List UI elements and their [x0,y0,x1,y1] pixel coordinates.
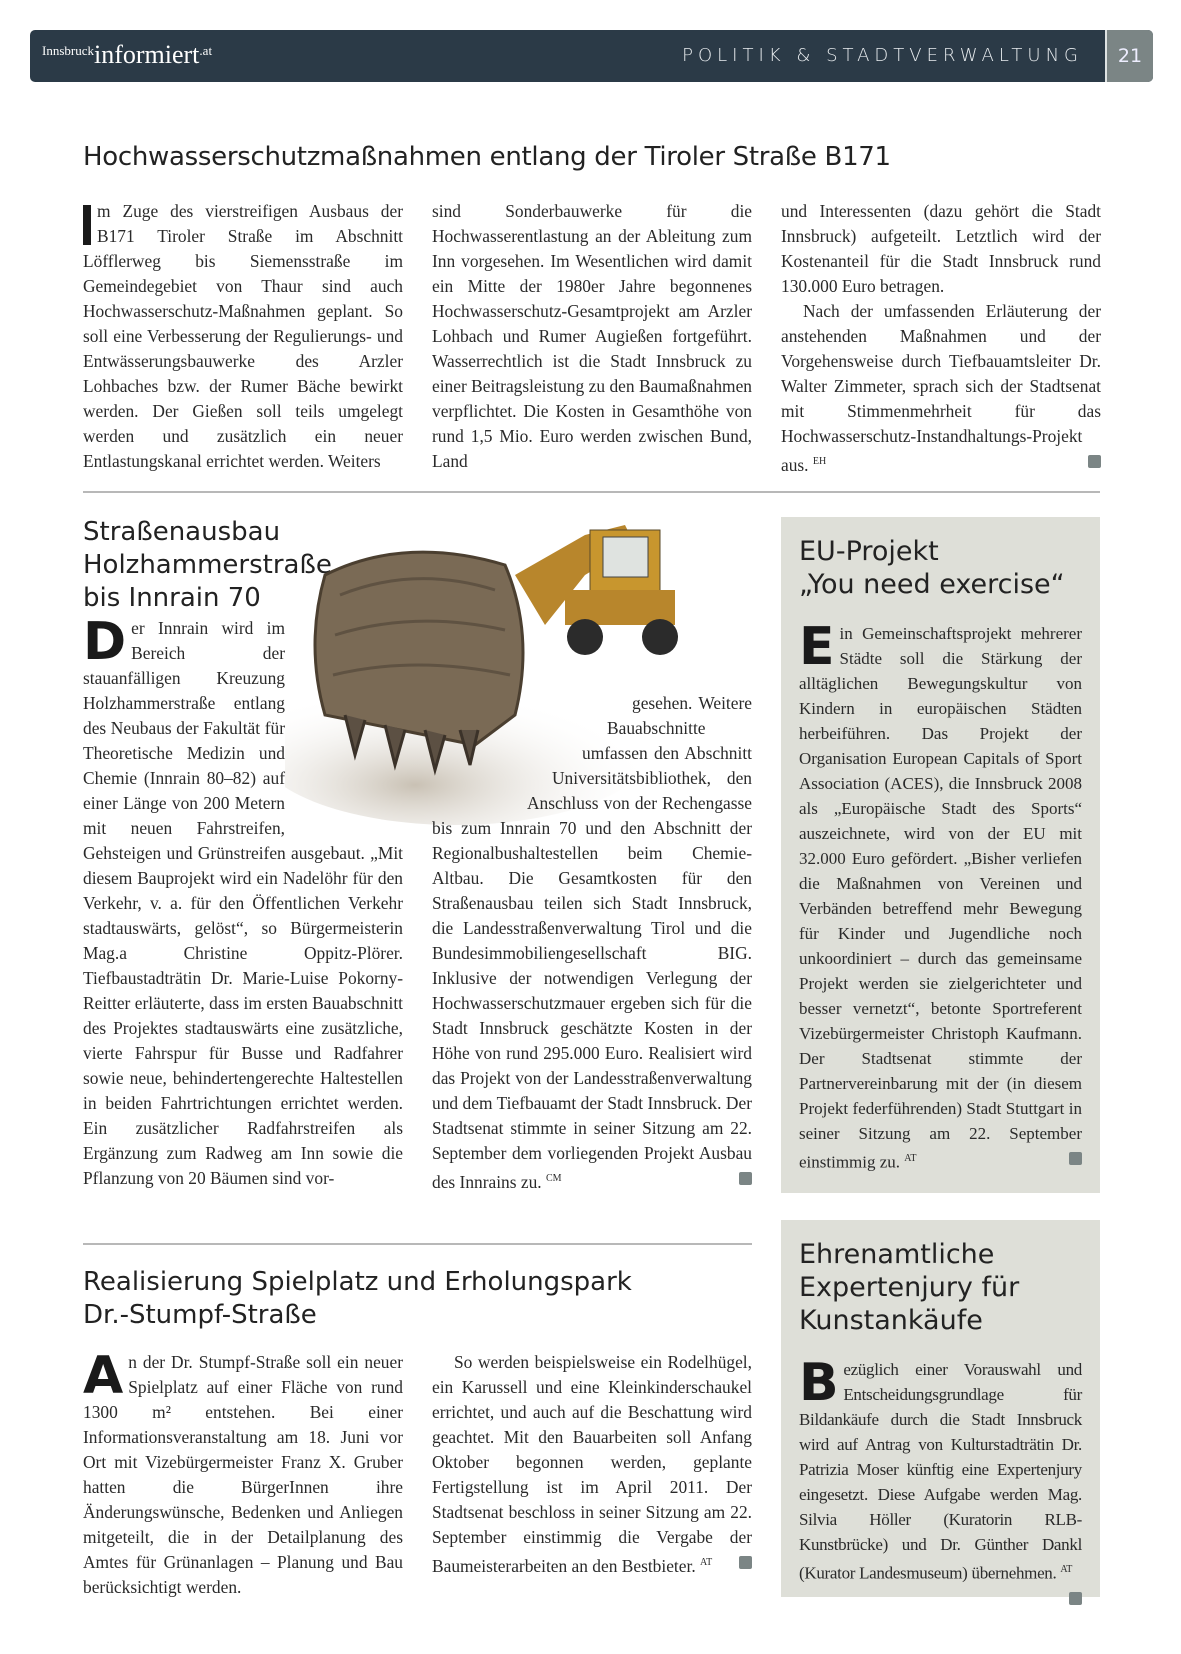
drop-cap: B [799,1353,839,1413]
title-line: „You need exercise“ [799,569,1065,600]
logo [42,40,212,70]
author-tag: AT [1060,1564,1073,1575]
end-mark-icon [1069,1152,1082,1165]
sidebar2-title [799,1238,1082,1337]
sidebar1-body: in Gemeinschaftsprojekt mehrerer Städte soll die Stärkung der alltäglichen Bewegungskultur von Kindern in europäischen Städten herbeiführen. Das Projekt der Organisation European Capitals of Sport Association (ACES), die Innsbruck 2008 als „Europäische Stadt des Sports“ auszeichnete, wird von der EU mit 32.000 Euro gefördert. „Bisher verliefen die Maßnahmen von Vereinen und Verbänden betreffend mehr Bewegung für Kinder und Jugendliche noch unkoordiniert – durch das gemeinsame Projekt werden sie zielgerichteter und besser vernetzt“, betonte Sportreferent Vizebürgermeister Christoph Kaufmann. Der Stadtsenat stimmte der Partnervereinbarung mit der (in diesem Projekt federführenden) Stadt Stuttgart in seiner Sitzung am 22. September einstimmig zu. [799,624,1082,1172]
author-tag: CM [546,1173,562,1184]
end-mark-icon [739,1556,752,1569]
article1-text3a: und Interessenten (dazu gehört die Stadt Innsbruck) aufgeteilt. Letztlich wird der Kostenanteil für die Stadt Innsbruck rund 130.000 Euro betragen. [781,201,1101,296]
end-mark-icon [1088,455,1101,468]
author-tag: AT [700,1557,713,1568]
logo-suffix: .at [199,43,213,58]
title-line: Ehrenamtliche [799,1239,995,1270]
divider [83,1243,752,1245]
title-line: bis Innrain 70 [83,583,261,613]
title-line: Dr.-Stumpf-Straße [83,1300,317,1330]
drop-cap: A [83,1346,124,1406]
article2-col2 [432,691,752,1195]
image-wrap-space [432,716,607,741]
drop-cap: E [799,617,835,677]
article1-col2: sind Sonderbauwerke für die Hochwasserentlastung an der Ableitung zum Inn vorgesehen. Im Wesentlichen wird damit ein Mitte der 1980er Jahre begonnenes Hochwasserschutz-Gesamtprojekt am Arzler Lohbach und Rumer Augießen fortgeführt. Wasserrechtlich ist die Stadt Innsbruck zu einer Beitragsleistung zu den Baumaßnahmen verpflichtet. Die Kosten in Gesamthöhe von rund 1,5 Mio. Euro werden zwischen Bund, Land [432,201,752,471]
image-wrap-space [432,691,632,716]
end-mark-icon [739,1172,752,1185]
article1-title: Hochwasserschutzmaßnahmen entlang der Tiroler Straße B171 [83,142,891,172]
author-tag: EH [812,456,827,467]
title-line: EU-Projekt [799,536,939,567]
image-wrap-space [432,791,527,816]
article1-text3b [781,299,1101,478]
article1-text1: m Zuge des vierstreifigen Ausbaus der B171 Tiroler Straße im Abschnitt Löfflerweg bis Siemensstraße im Gemeindegebiet von Thaur sind auch Hochwasserschutz-Maßnahmen geplant. So soll eine Verbesserung der Regulierungs- und Entwässerungsbauwerke des Arzler Lohbaches bzw. der Rumer Bäche bewirkt werden. Der Gießen soll teils umgelegt werden und zusätzlich ein neuer Entlastungskanal errichtet werden. Weiters [83,201,403,471]
divider [83,491,1100,493]
author-tag: AT [904,1153,917,1164]
drop-cap: D [83,612,127,672]
title-line: Kunstankäufe [799,1305,983,1336]
image-wrap-space [432,741,582,766]
logo-main: informiert [94,40,200,69]
article3-text1: n der Dr. Stumpf-Straße soll ein neuer Spielplatz auf einer Fläche von rund 1300 m² entstehen. Bei einer Informationsveranstaltung am 18. Juni vor Ort mit Vizebürgermeister Franz X. Gruber hatten die BürgerInnen ihre Änderungswünsche, Bedenken und Anliegen mitgeteilt, die in der Detailplanung des Amtes für Grünanlagen – Planung und Bau berücksichtigt werden. [83,1352,403,1597]
drop-cap-i [83,205,91,245]
article3-title [83,1266,632,1332]
article3-col2 [432,1350,752,1579]
page-header [30,30,1153,82]
end-mark-icon [1069,1592,1082,1605]
title-line: Straßenausbau [83,517,281,547]
article1-text3b-body: Nach der umfassenden Erläuterung der anstehenden Maßnahmen und der Vorgehensweise durch Tiefbauamtsleiter Dr. Walter Zimmeter, sprach sich der Stadtsenat mit Stimmenmehrheit für das Hochwasserschutz-Instandhaltungs-Projekt aus. [781,301,1101,475]
page-number: 21 [1105,30,1153,82]
sidebar1-title [799,535,1082,601]
title-line: Expertenjury für [799,1272,1020,1303]
title-line: Holzhammerstraße [83,550,332,580]
article3-text2: So werden beispielsweise ein Rodelhügel, ein Karussell und eine Kleinkinderschaukel errichtet, und auch auf die Beschattung wird geachtet. Mit den Bauarbeiten soll Anfang Oktober begonnen werden, geplante Fertigstellung ist im April 2011. Der Stadtsenat beschloss in seiner Sitzung am 22. September einstimmig die Vergabe der Baumeisterarbeiten an den Bestbieter. [432,1352,752,1576]
sidebar2-text [799,1353,1082,1586]
sidebar-eu-project [781,517,1100,1193]
sidebar-expert-jury [781,1220,1100,1597]
sidebar1-text [799,617,1082,1175]
article2-text1: er Innrain wird im Bereich der stauanfälligen Kreuzung Holzhammerstraße entlang des Neubaus der Fakultät für Theoretische Medizin und Chemie (Innrain 80–82) auf einer Länge von 200 Metern mit neuen Fahrstreifen, Gehsteigen und Grünstreifen ausgebaut. „Mit diesem Bauprojekt wird ein Nadelöhr für den Verkehr, v. a. für den Öffentlichen Verkehr stadtauswärts, gelöst“, so Bürgermeisterin Mag.a Christine Oppitz-Plörer. Tiefbaustadträtin Dr. Marie-Luise Pokorny-Reitter erläuterte, dass im ersten Bauabschnitt des Projektes stadtauswärts eine zusätzliche, vierte Fahrspur für Busse und Radfahrer sowie neue, behindertengerechte Haltestellen in beiden Fahrtrichtungen errichtet werden. Ein zusätzlicher Radfahrstreifen als Ergänzung zum Radweg am Inn sowie die Pflanzung von 20 Bäumen sind vor- [83,618,403,1188]
article1-col1 [83,199,403,474]
logo-small: Innsbruck [42,43,94,58]
article1-col3 [781,199,1101,478]
image-wrap-space [285,616,403,824]
article2-text2: gesehen. Weitere Bauabschnitte umfassen den Abschnitt Universitätsbibliothek, den Anschluss von der Rechengasse bis zum Innrain 70 und den Abschnitt der Regionalbushaltestellen beim Chemie-Altbau. Die Gesamtkosten für den Straßenausbau teilen sich Stadt Innsbruck, die Landesstraßenverwaltung Tirol und die Bundesimmobiliengesellschaft BIG. Inklusive der notwendigen Verlegung der Hochwasserschutzmauer ergeben sich für die Stadt Innsbruck geschätzte Kosten in der Höhe von rund 295.000 Euro. Realisiert wird das Projekt von der Landesstraßenverwaltung und dem Tiefbauamt der Stadt Innsbruck. Der Stadtsenat stimmte in seiner Sitzung am 22. September dem vorliegenden Projekt Ausbau des Innrains zu. [432,693,752,1192]
image-wrap-space [432,766,552,791]
title-line: Realisierung Spielplatz und Erholungspark [83,1267,632,1297]
article2-col1 [83,612,403,1191]
sidebar2-body: ezüglich einer Vorauswahl und Entscheidungsgrundlage für Bildankäufe durch die Stadt Innsbruck wird auf Antrag von Kulturstadträtin Dr. Patrizia Moser künftig eine Expertenjury eingesetzt. Diese Aufgabe werden Mag. Silvia Höller (Kuratorin RLB-Kunstbrücke) und Dr. Günther Dankl (Kurator Landesmuseum) übernehmen. [799,1360,1082,1583]
section-title: POLITIK & STADTVERWALTUNG [682,45,1083,66]
article3-col1 [83,1346,403,1600]
